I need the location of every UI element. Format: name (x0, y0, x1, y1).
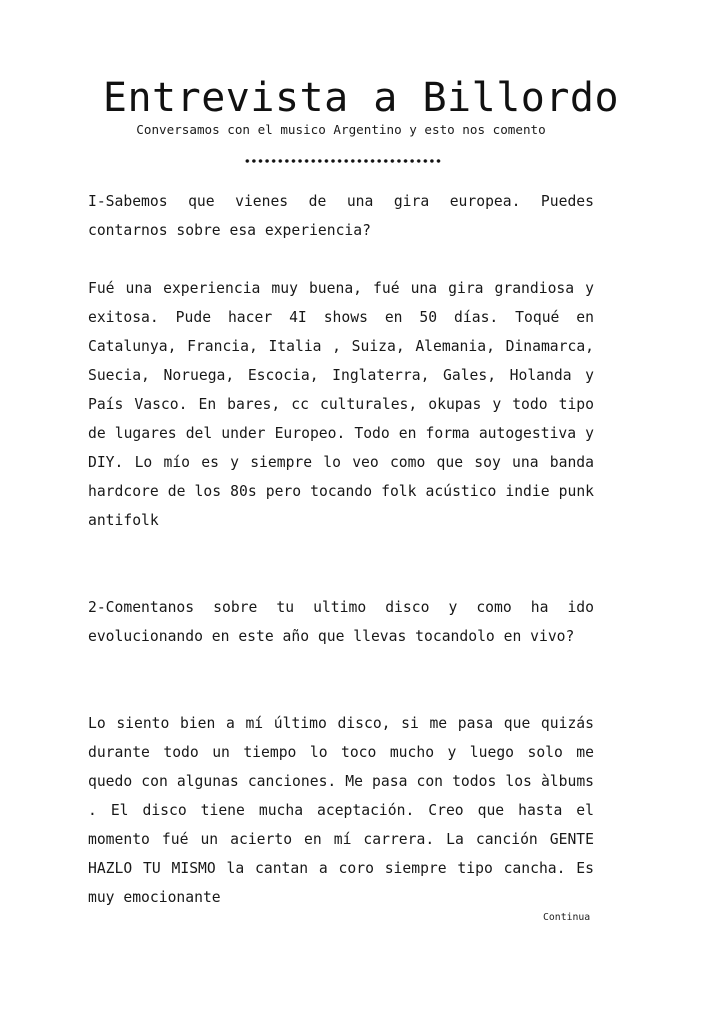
question-2: 2-Comentanos sobre tu ultimo disco y como ha ido evolucionando en este año que llevas tocandolo en vivo? (88, 599, 594, 645)
continue-label: Continua (543, 912, 591, 923)
article-title: Entrevista a Billordo (102, 75, 620, 121)
answer-2: Lo siento bien a mí último disco, si me pasa que quizás durante todo un tiempo lo toco mucho y luego solo me quedo con algunas canciones. Me pasa con todos los àlbums . El disco tiene mucha aceptación. Creo que hasta el momento fué un acierto en mí carrera. La canción GENTE HAZLO TU MISMO la cantan a coro siempre tipo cancha. Es muy emocionante (88, 715, 594, 906)
answer-1: Fué una experiencia muy buena, fué una gira grandiosa y exitosa. Pude hacer 4I shows en 50 días. Toqué en Catalunya, Francia, Italia , Suiza, Alemania, Dinamarca, Suecia, Noruega, Escocia, Inglaterra, Gales, Holanda y País Vasco. En bares, cc culturales, okupas y todo tipo de lugares del under Europeo. Todo en forma autogestiva y DIY. Lo mío es y siempre lo veo como que soy una banda hardcore de los 80s pero tocando folk acústico indie punk antifolk (88, 280, 594, 529)
article-subtitle: Conversamos con el musico Argentino y esto nos comento (136, 122, 546, 137)
question-1: I-Sabemos que vienes de una gira europea. Puedes contarnos sobre esa experiencia? (88, 193, 594, 239)
dotted-separator (244, 158, 442, 164)
